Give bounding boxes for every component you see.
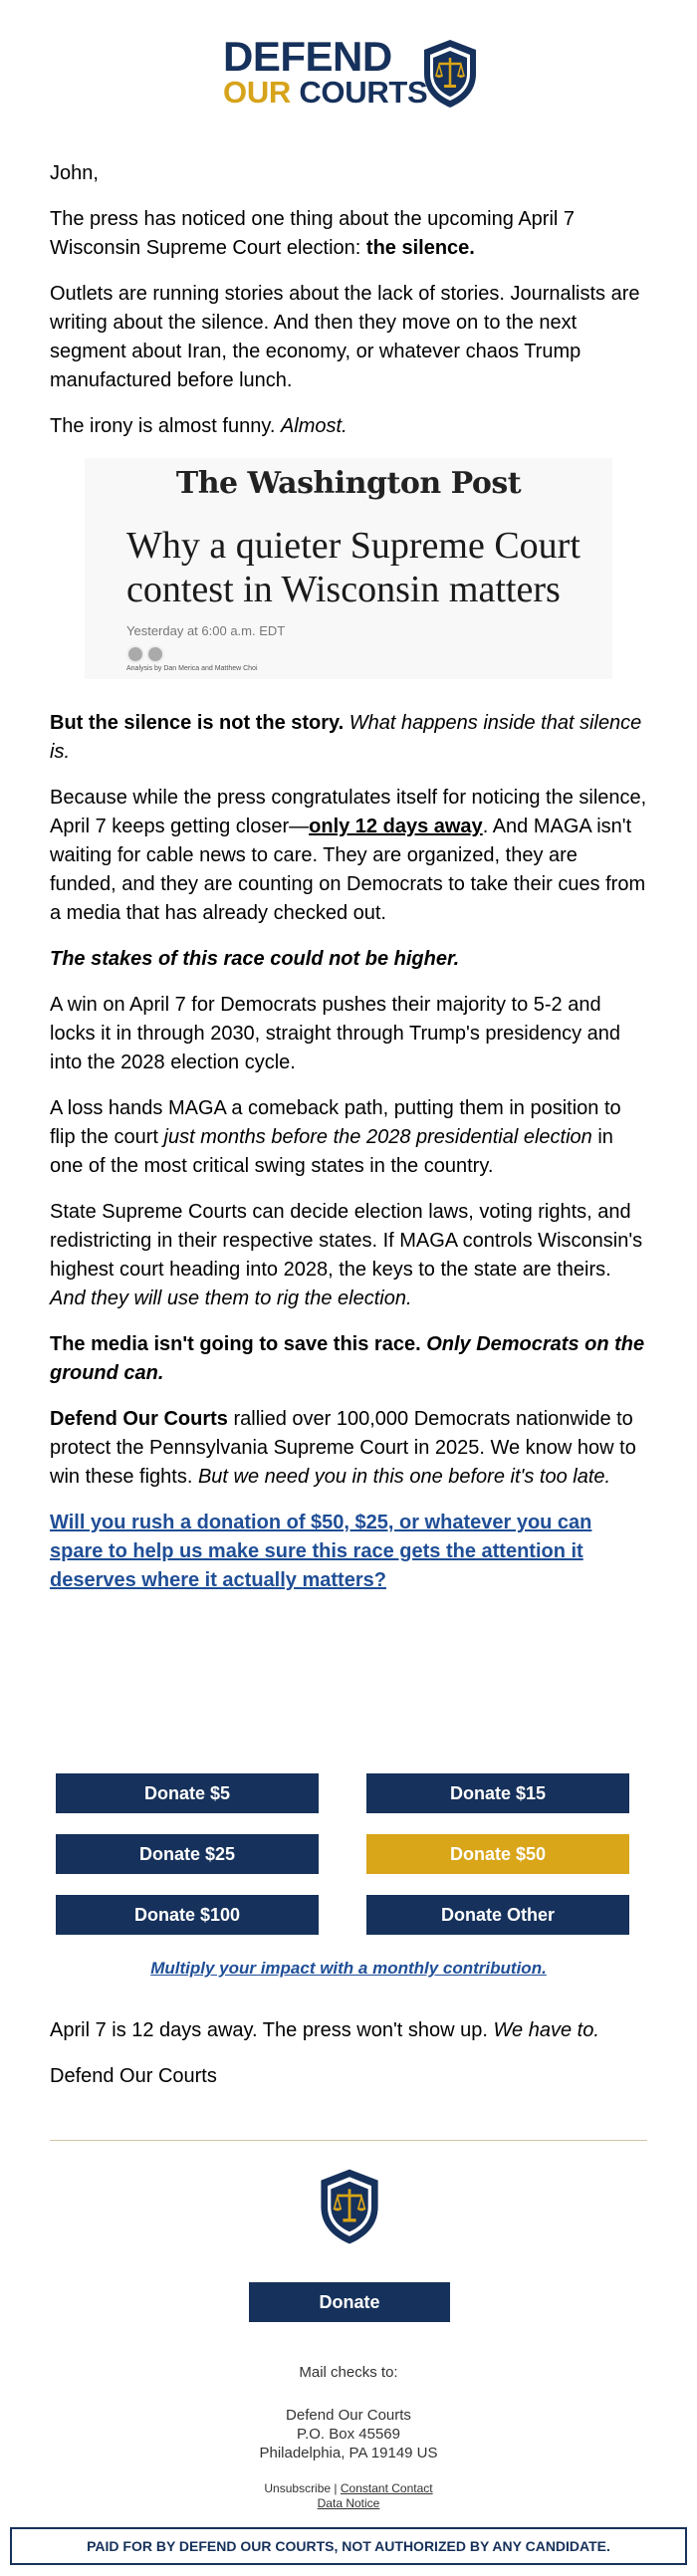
paragraph-loss: A loss hands MAGA a comeback path, putting them in position to flip the court just months before the 2028 presidential election in one of the most critical swing states in the country. [50,1097,621,1177]
donate-100-button[interactable]: Donate $100 [56,1895,319,1935]
footer-donate-button[interactable]: Donate [249,2282,450,2322]
article-timestamp: Yesterday at 6:00 a.m. EDT [126,623,286,638]
address-line-1: Defend Our Courts [286,2407,411,2424]
donation-ask [50,1509,647,1595]
washington-post-masthead: The Washington Post [175,466,522,501]
article-authors [126,645,258,673]
paid-for-disclaimer: PAID FOR BY DEFEND OUR COURTS, NOT AUTHORIZED BY ANY CANDIDATE. [10,2527,687,2565]
article-screenshot[interactable] [85,458,612,679]
address-line-2: P.O. Box 45569 [297,2426,400,2443]
article-headline: Why a quieter Supreme Court contest in Wisconsin matters [126,525,581,610]
address-line-3: Philadelphia, PA 19149 US [259,2445,438,2461]
scales-shield-icon [317,2167,382,2246]
paragraph-win: A win on April 7 for Democrats pushes their majority to 5-2 and locks it in through 2030, straight through Trump's presidency and into the 2028 election cycle. [50,994,621,1073]
paragraph-outlets: Outlets are running stories about the lack of stories. Journalists are writing about the silence. And then they move on to the next segment about Iran, the economy, or whatever chaos Trump manufactured before lunch. [50,283,640,391]
donate-25-button[interactable]: Donate $25 [56,1834,319,1874]
email-body [50,159,647,1612]
signoff: Defend Our Courts [50,2065,217,2087]
closing-line: April 7 is 12 days away. The press won't show up. We have to. [50,2019,599,2041]
paragraph-media: The media isn't going to save this race. Only Democrats on the ground can. [50,1333,645,1384]
author-avatar [126,645,144,663]
donate-15-button[interactable]: Donate $15 [366,1773,629,1813]
footer-divider [50,2140,647,2141]
paragraph-silence-story: But the silence is not the story. What happens inside that silence is. [50,712,642,763]
link-separator: | [334,2481,338,2495]
paragraph-press-noticed: The press has noticed one thing about the upcoming April 7 Wisconsin Supreme Court election: the silence. [50,208,576,259]
paragraph-state-courts: State Supreme Courts can decide election laws, voting rights, and redistricting in their respective states. If MAGA controls Wisconsin's highest court heading into 2028, the keys to the state are theirs. And they will use them to rig the election. [50,1201,643,1309]
greeting: John, [50,162,99,184]
paragraph-april-7: Because while the press congratulates itself for noticing the silence, April 7 keeps getting closer—only 12 days away. And MAGA isn't waiting for cable news to care. They are organized, they are funded, and they are counting on Democrats to take their cues from a media that has already checked out. [50,787,647,924]
monthly-contribution-link[interactable]: Multiply your impact with a monthly contribution. [150,1959,547,1978]
logo-word-our-courts: OUR COURTS [223,75,428,110]
data-notice-row [0,2496,697,2511]
donate-5-button[interactable]: Donate $5 [56,1773,319,1813]
footer-links [0,2481,697,2496]
donate-50-button[interactable]: Donate $50 [366,1834,629,1874]
unsubscribe-link[interactable]: Unsubscribe [264,2481,332,2495]
email-header [0,0,697,149]
mail-checks-label: Mail checks to: [299,2364,398,2381]
defend-our-courts-logo[interactable] [223,33,484,114]
scales-shield-icon [420,38,480,110]
donate-other-button[interactable]: Donate Other [366,1895,629,1935]
constant-contact-link[interactable]: Constant Contact [340,2481,433,2495]
paragraph-stakes: The stakes of this race could not be higher. [50,948,460,970]
paragraph-defend-our-courts: Defend Our Courts rallied over 100,000 Democrats nationwide to protect the Pennsylvania Supreme Court in 2025. We know how to win these fights. But we need you in this one before it's too late. [50,1408,636,1488]
article-byline: Analysis by Dan Merica and Matthew Choi [126,665,258,673]
author-avatar [146,645,164,663]
logo-word-defend: DEFEND [223,33,392,80]
closing [50,2016,647,2108]
data-notice-link[interactable]: Data Notice [317,2496,380,2510]
paragraph-irony: The irony is almost funny. Almost. [50,415,348,437]
donation-ask-link[interactable]: Will you rush a donation of $50, $25, or whatever you can spare to help us make sure this race gets the attention it deserves where it actually matters? [50,1512,592,1591]
